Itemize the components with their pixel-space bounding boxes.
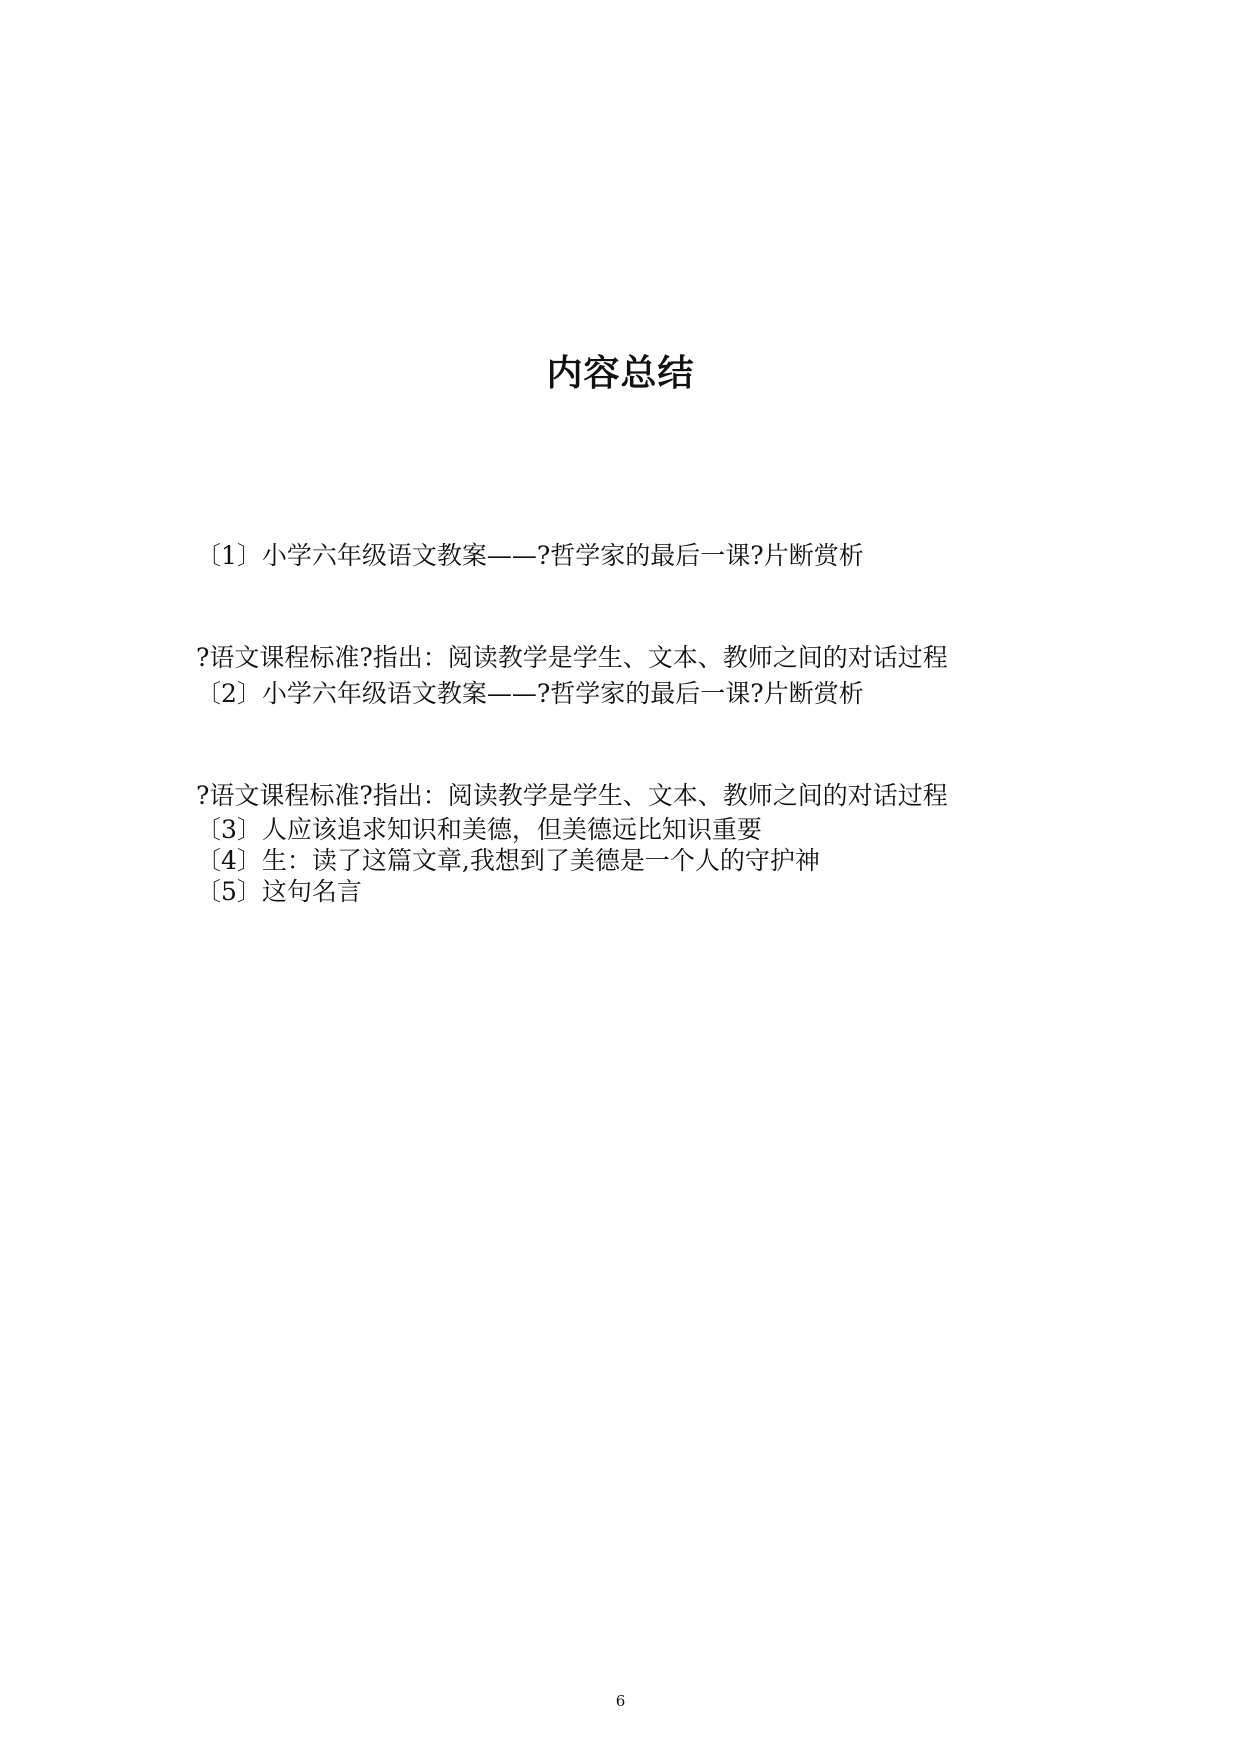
summary-item-4: 〔4〕生：读了这篇文章,我想到了美德是一个人的守护神: [196, 846, 820, 875]
summary-item-1: 〔1〕小学六年级语文教案——?哲学家的最后一课?片断赏析: [196, 541, 864, 570]
summary-item-2: 〔2〕小学六年级语文教案——?哲学家的最后一课?片断赏析: [196, 679, 864, 708]
summary-paragraph-1: ?语文课程标准?指出：阅读教学是学生、文本、教师之间的对话过程: [196, 643, 948, 672]
summary-item-3: 〔3〕人应该追求知识和美德，但美德远比知识重要: [196, 815, 762, 844]
page-number: 6: [615, 1692, 626, 1710]
summary-item-5: 〔5〕这句名言: [196, 877, 362, 906]
page-title: 内容总结: [546, 353, 695, 394]
summary-paragraph-2: ?语文课程标准?指出：阅读教学是学生、文本、教师之间的对话过程: [196, 781, 948, 810]
